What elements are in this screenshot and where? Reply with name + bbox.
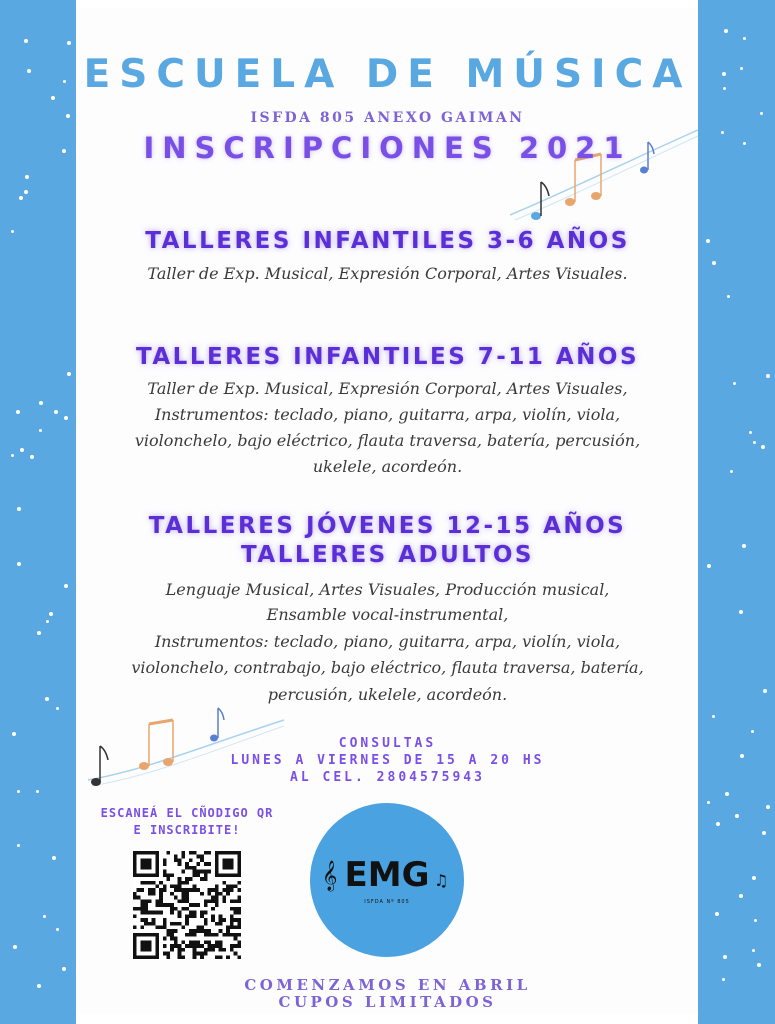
emg-logo bbox=[310, 803, 464, 957]
decorative-dot bbox=[17, 507, 21, 511]
section-body-line: Taller de Exp. Musical, Expresión Corporal, Artes Visuales. bbox=[147, 264, 628, 283]
decorative-dot bbox=[56, 707, 59, 710]
decorative-dot bbox=[735, 814, 739, 818]
section-heading-youth-12-15: TALLERES JÓVENES 12-15 AÑOS bbox=[148, 513, 627, 539]
school-subtitle: ISFDA 805 ANEXO GAIMAN bbox=[250, 110, 525, 126]
section-body-line: Taller de Exp. Musical, Expresión Corporal, Artes Visuales, bbox=[147, 379, 628, 398]
decorative-dot bbox=[723, 955, 727, 959]
logo-text: EMG bbox=[344, 855, 430, 895]
decorative-dot bbox=[752, 949, 755, 952]
section-body-line: violonchelo, contrabajo, bajo eléctrico, flauta traversa, batería, bbox=[131, 658, 644, 677]
footer-limited-spots: CUPOS LIMITADOS bbox=[278, 993, 497, 1011]
decorative-dot bbox=[67, 41, 71, 45]
logo-subtext: ISFDA Nº 805 bbox=[364, 899, 410, 905]
section-body-line: Instrumentos: teclado, piano, guitarra, arpa, violín, viola, bbox=[154, 632, 621, 651]
decorative-dot bbox=[754, 919, 757, 922]
treble-clef-icon: 𝄞 bbox=[322, 861, 338, 891]
decorative-dot bbox=[762, 831, 766, 835]
decorative-dot bbox=[25, 175, 29, 179]
decorative-dot bbox=[716, 822, 720, 826]
section-body-line: Ensamble vocal-instrumental, bbox=[266, 605, 509, 624]
decorative-dot bbox=[707, 801, 710, 804]
decorative-dot bbox=[715, 912, 719, 916]
scan-qr-text bbox=[82, 805, 292, 839]
decorative-dot bbox=[36, 790, 39, 793]
footer-start-date: COMENZAMOS EN ABRIL bbox=[244, 976, 531, 994]
inscriptions-heading: INSCRIPCIONES 2021 bbox=[143, 131, 632, 165]
decorative-dot bbox=[24, 190, 28, 194]
decorative-dot bbox=[739, 894, 743, 898]
decorative-dot bbox=[62, 967, 66, 971]
decorative-dot bbox=[56, 928, 59, 931]
decorative-dot bbox=[751, 730, 754, 733]
section-body-line: ukelele, acordeón. bbox=[312, 457, 463, 476]
decorative-dot bbox=[67, 372, 71, 376]
section-body-line: percusión, ukelele, acordeón. bbox=[267, 685, 508, 704]
decorative-dot bbox=[752, 876, 756, 880]
section-heading-children-3-6: TALLERES INFANTILES 3-6 AÑOS bbox=[145, 228, 630, 254]
decorative-dot bbox=[43, 915, 46, 918]
decorative-dot bbox=[19, 196, 23, 200]
decorative-dot bbox=[17, 790, 20, 793]
scan-qr-line: ESCANEÁ EL CÑODIGO QR bbox=[100, 806, 274, 820]
decorative-dot bbox=[727, 295, 730, 298]
decorative-dot bbox=[17, 844, 20, 847]
school-title: ESCUELA DE MÚSICA bbox=[83, 52, 692, 97]
decorative-dot bbox=[743, 37, 746, 40]
contact-phone: AL CEL. 2804575943 bbox=[290, 770, 485, 785]
contact-heading: CONSULTAS bbox=[338, 736, 437, 751]
decorative-dot bbox=[24, 39, 28, 43]
decorative-dot bbox=[52, 856, 56, 860]
section-body-line: violonchelo, bajo eléctrico, flauta traversa, batería, percusión, bbox=[134, 431, 641, 450]
decorative-dot bbox=[757, 963, 761, 967]
scan-qr-line: E INSCRIBITE! bbox=[133, 823, 241, 837]
contact-hours: LUNES A VIERNES DE 15 A 20 HS bbox=[230, 753, 545, 768]
decorative-dot bbox=[13, 945, 17, 949]
decorative-dot bbox=[766, 805, 770, 809]
decorative-dot bbox=[712, 715, 715, 718]
section-body-line: Instrumentos: teclado, piano, guitarra, arpa, violín, viola, bbox=[154, 405, 621, 424]
section-heading-adults: TALLERES ADULTOS bbox=[241, 542, 534, 568]
section-body-line: Lenguaje Musical, Artes Visuales, Producción musical, bbox=[165, 580, 610, 599]
decorative-dot bbox=[724, 29, 728, 33]
decorative-dot bbox=[725, 792, 729, 796]
section-heading-children-7-11: TALLERES INFANTILES 7-11 AÑOS bbox=[135, 344, 640, 370]
qr-code-icon[interactable] bbox=[133, 851, 241, 959]
music-notes-icon: ♫ bbox=[434, 871, 449, 890]
